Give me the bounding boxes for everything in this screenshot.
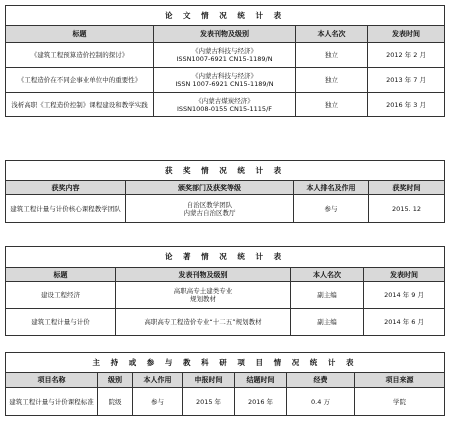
award-rank: 参与 (294, 195, 369, 223)
book-date: 2014 年 9 月 (364, 282, 445, 309)
col-header: 标题 (6, 26, 154, 43)
col-header: 获奖时间 (369, 181, 445, 195)
book-rank: 副主编 (291, 282, 364, 309)
paper-stats-table (5, 5, 445, 117)
book-stats-section (5, 246, 444, 336)
book-stats-table (5, 246, 445, 336)
table-row (6, 43, 445, 68)
table-row (6, 388, 445, 416)
book-date: 2014 年 6 月 (364, 309, 445, 336)
col-header: 项目来源 (355, 373, 445, 388)
project-start: 2015 年 (183, 388, 235, 416)
award-stats-section (5, 160, 444, 223)
author-rank: 独立 (296, 43, 368, 68)
book-title: 建筑工程计量与计价 (6, 309, 116, 336)
publish-date: 2012 年 2 月 (368, 43, 445, 68)
table-row (6, 195, 445, 223)
project-stats-section (5, 352, 444, 416)
col-header: 经费 (287, 373, 355, 388)
col-header: 本人名次 (296, 26, 368, 43)
col-header: 发表刊物及级别 (116, 268, 291, 282)
col-header: 结题时间 (235, 373, 287, 388)
book-publication: 高职高专工程造价专业“十二五”规划教材 (116, 309, 291, 336)
project-stats-table (5, 352, 445, 416)
col-header: 获奖内容 (6, 181, 126, 195)
award-date: 2015. 12 (369, 195, 445, 223)
author-rank: 独立 (296, 68, 368, 93)
book-rank: 副主编 (291, 309, 364, 336)
publish-date: 2013 年 7 月 (368, 68, 445, 93)
col-header: 项目名称 (6, 373, 98, 388)
table-row (6, 309, 445, 336)
col-header: 发表刊物及级别 (154, 26, 296, 43)
col-header: 发表时间 (368, 26, 445, 43)
col-header: 标题 (6, 268, 116, 282)
book-publication: 高职高专土建类专业 规划教材 (116, 282, 291, 309)
col-header: 颁奖部门及获奖等级 (126, 181, 294, 195)
project-level: 院级 (98, 388, 133, 416)
col-header: 本人名次 (291, 268, 364, 282)
journal: 《内蒙古科技与经济》 ISSN1007-6921 CN15-1189/N (154, 43, 296, 68)
award-stats-table (5, 160, 445, 223)
col-header: 级别 (98, 373, 133, 388)
project-end: 2016 年 (235, 388, 287, 416)
paper-title: 浅析高职《工程造价控制》课程建设和教学实践 (6, 93, 154, 117)
publish-date: 2016 年 3 月 (368, 93, 445, 117)
journal: 《内蒙古煤炭经济》 ISSN1008-0155 CN15-1115/F (154, 93, 296, 117)
project-fund: 0.4 万 (287, 388, 355, 416)
project-source: 学院 (355, 388, 445, 416)
paper-title: 《工程造价在不同企事业单位中的重要性》 (6, 68, 154, 93)
author-rank: 独立 (296, 93, 368, 117)
col-header: 本人排名及作用 (294, 181, 369, 195)
award-dept: 自治区教学团队 内蒙古自治区教厅 (126, 195, 294, 223)
paper-stats-section (5, 5, 444, 117)
col-header: 本人作用 (133, 373, 183, 388)
col-header: 申报时间 (183, 373, 235, 388)
award-content: 建筑工程计量与计价核心课程教学团队 (6, 195, 126, 223)
journal: 《内蒙古科技与经济》 ISSN 1007-6921 CN15-1189/N (154, 68, 296, 93)
table-row (6, 93, 445, 117)
table-title: 主 持 或 参 与 教 科 研 项 目 情 况 统 计 表 (6, 353, 445, 373)
book-title: 建设工程经济 (6, 282, 116, 309)
col-header: 发表时间 (364, 268, 445, 282)
table-row (6, 68, 445, 93)
paper-title: 《建筑工程预算造价控制的探讨》 (6, 43, 154, 68)
table-row (6, 282, 445, 309)
table-title: 论 文 情 况 统 计 表 (6, 6, 445, 26)
table-title: 论 著 情 况 统 计 表 (6, 247, 445, 268)
project-role: 参与 (133, 388, 183, 416)
table-title: 获 奖 情 况 统 计 表 (6, 161, 445, 181)
project-name: 建筑工程计量与计价课程标准 (6, 388, 98, 416)
